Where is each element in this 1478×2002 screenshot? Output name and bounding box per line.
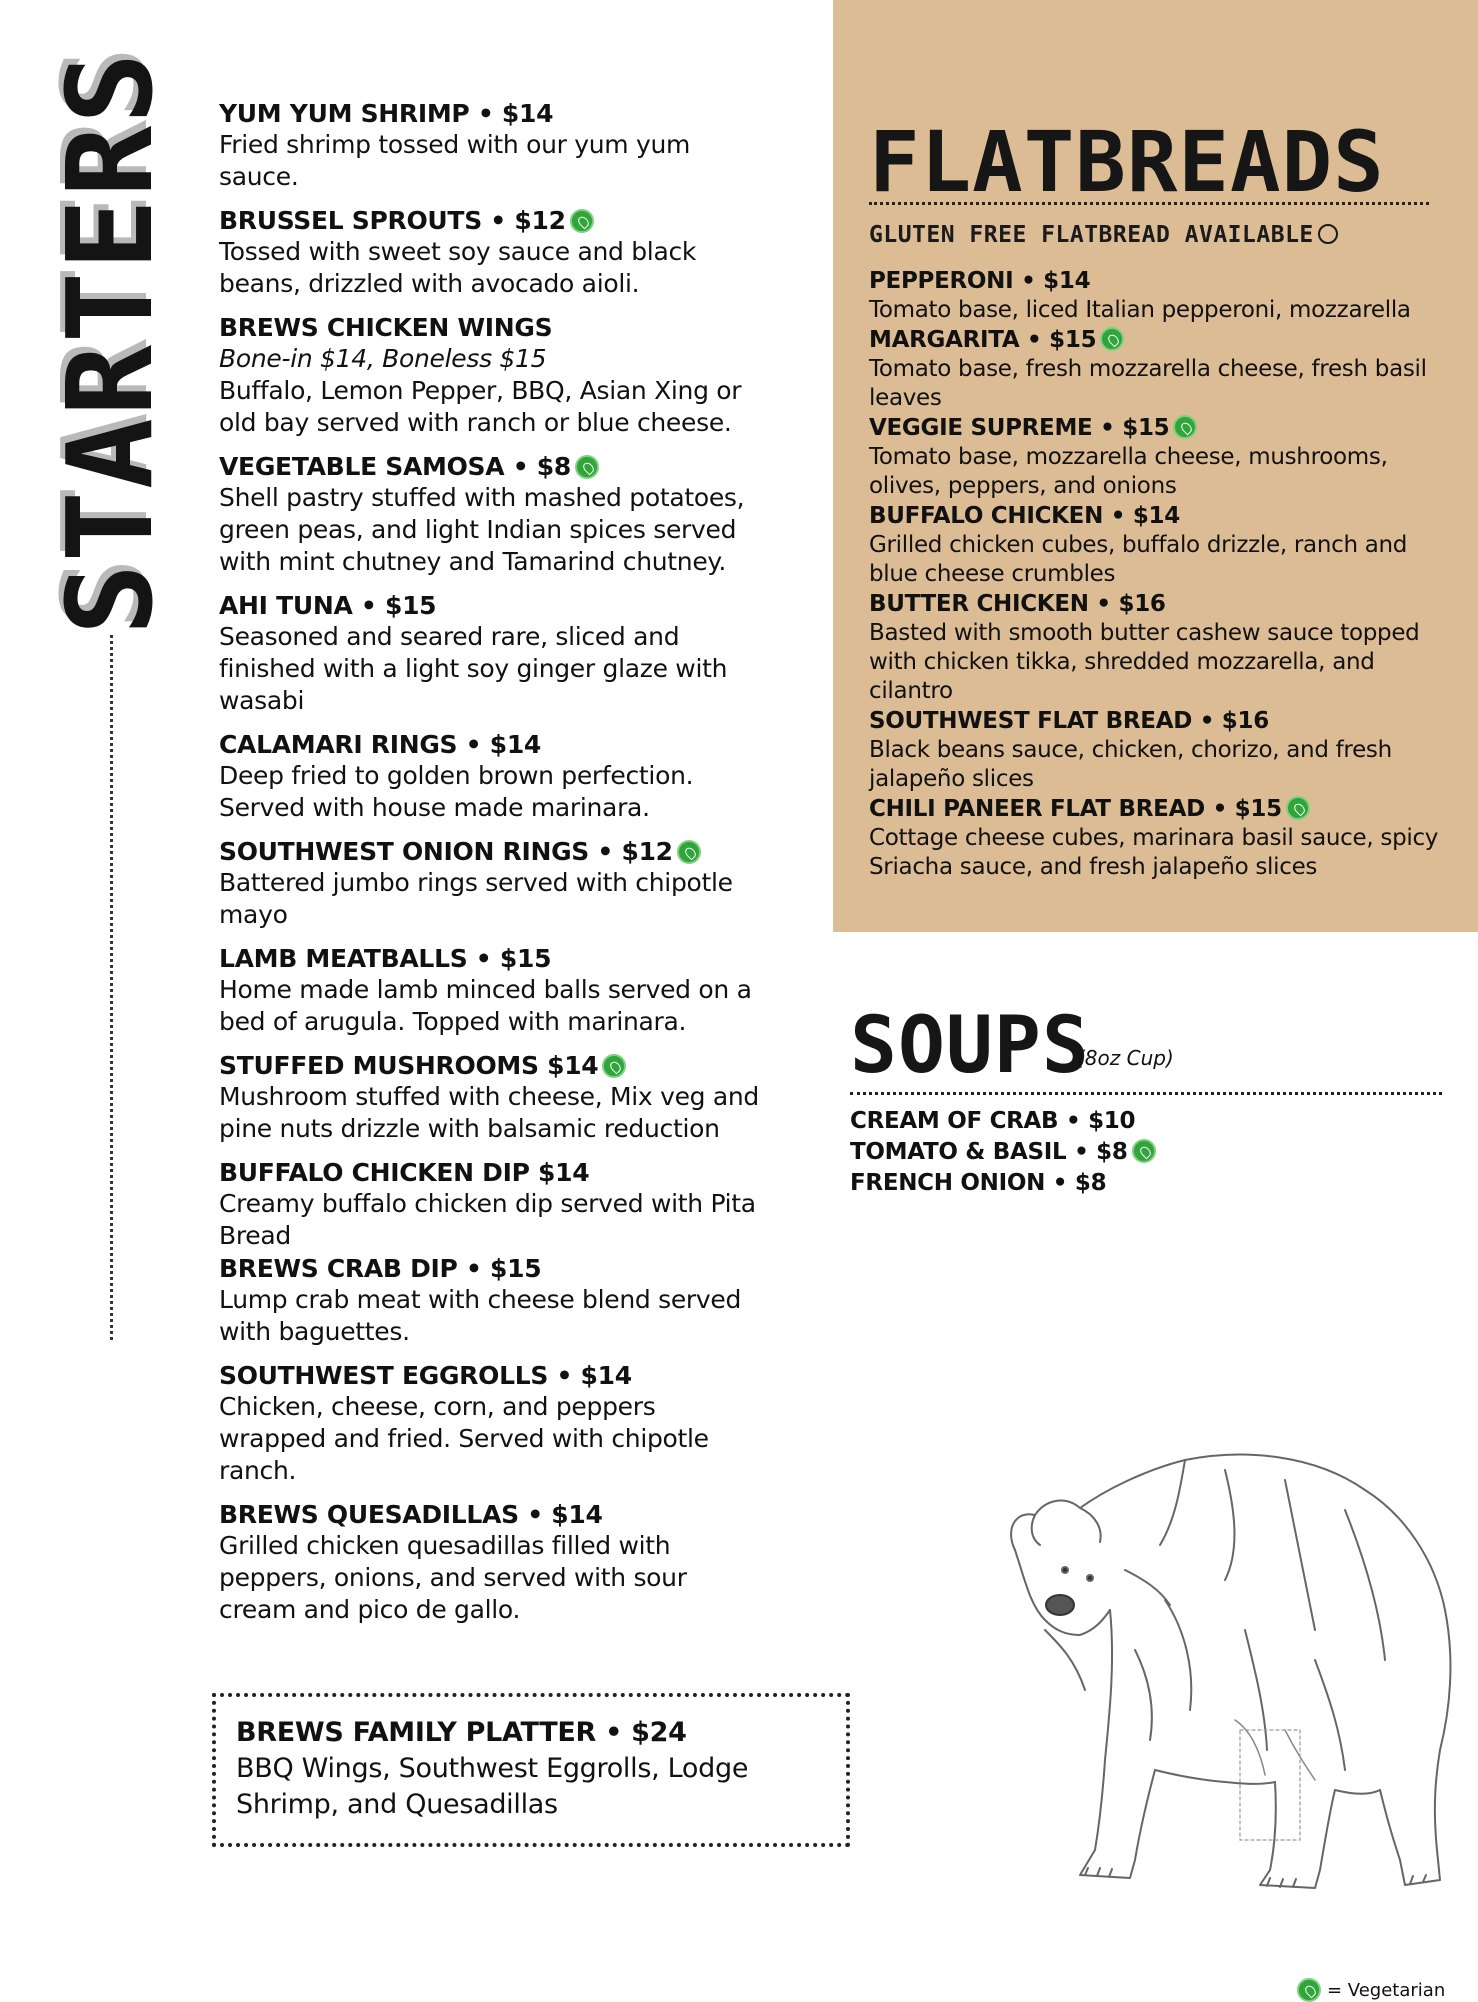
menu-item [219, 451, 759, 578]
vegetarian-leaf-icon [1173, 415, 1197, 439]
item-name: SOUTHWEST FLAT BREAD • $16 [869, 708, 1269, 734]
menu-item [869, 706, 1459, 794]
family-platter-box [212, 1693, 850, 1847]
flatbreads-heading: FLATBREADS [869, 113, 1385, 211]
platter-description: BBQ Wings, Southwest Eggrolls, Lodge Shrimp, and Quesadillas [236, 1753, 749, 1820]
menu-item [219, 205, 759, 300]
soups-list [850, 1106, 1156, 1199]
item-name: SOUTHWEST EGGROLLS • $14 [219, 1361, 632, 1390]
item-name-text: SOUTHWEST ONION RINGS • $12 [219, 837, 673, 866]
item-name-text: TOMATO & BASIL • $8 [850, 1139, 1128, 1165]
item-description: Black beans sauce, chicken, chorizo, and fresh jalapeño slices [869, 737, 1392, 792]
item-description: Cottage cheese cubes, marinara basil sauce, spicy Sriacha sauce, and fresh jalapeño slices [869, 825, 1439, 880]
item-name [219, 451, 759, 482]
starters-heading-text: STARTERS [41, 50, 179, 636]
item-name: CALAMARI RINGS • $14 [219, 730, 542, 759]
vegetarian-legend [1297, 1978, 1445, 2002]
flatbreads-list [869, 266, 1459, 882]
item-name: BUTTER CHICKEN • $16 [869, 591, 1166, 617]
vegetarian-leaf-icon [602, 1054, 626, 1078]
item-name-text: CHILI PANEER FLAT BREAD • $15 [869, 796, 1282, 822]
menu-item [219, 312, 759, 439]
item-name [219, 836, 759, 867]
soup-item: FRENCH ONION • $8 [850, 1170, 1107, 1196]
soups-divider [850, 1092, 1442, 1095]
gluten-free-icon [1318, 224, 1338, 244]
vegetarian-leaf-icon [1132, 1139, 1156, 1163]
vegetarian-leaf-icon [1286, 796, 1310, 820]
menu-item [219, 1253, 759, 1348]
menu-item [219, 1499, 759, 1626]
item-description: Fried shrimp tossed with our yum yum sauce. [219, 130, 691, 191]
item-description: Basted with smooth butter cashew sauce topped with chicken tikka, shredded mozzarella, and cilantro [869, 620, 1420, 704]
item-name: YUM YUM SHRIMP • $14 [219, 99, 554, 128]
menu-item [219, 1050, 759, 1145]
item-description: Tomato base, fresh mozzarella cheese, fresh basil leaves [869, 356, 1427, 411]
menu-item [869, 413, 1459, 501]
gluten-free-note [869, 222, 1338, 248]
item-description: Grilled chicken quesadillas filled with peppers, onions, and served with sour cream and pico de gallo. [219, 1531, 687, 1624]
item-description: Chicken, cheese, corn, and peppers wrapped and fried. Served with chipotle ranch. [219, 1392, 709, 1485]
item-description: Lump crab meat with cheese blend served with baguettes. [219, 1285, 742, 1346]
item-name [219, 1050, 759, 1081]
vegetarian-leaf-icon [1297, 1978, 1321, 2002]
item-name: BREWS CRAB DIP • $15 [219, 1254, 542, 1283]
item-name: BREWS QUESADILLAS • $14 [219, 1500, 603, 1529]
soup-item [850, 1137, 1156, 1168]
vegetarian-leaf-icon [1100, 327, 1124, 351]
item-description: Tomato base, mozzarella cheese, mushrooms, olives, peppers, and onions [869, 444, 1388, 499]
vegetarian-leaf-icon [575, 455, 599, 479]
item-description: Creamy buffalo chicken dip served with Pita Bread [219, 1189, 756, 1250]
menu-item [869, 501, 1459, 589]
flatbreads-panel [833, 0, 1478, 932]
menu-item [219, 729, 759, 824]
item-description: Deep fried to golden brown perfection. Served with house made marinara. [219, 761, 694, 822]
menu-item [219, 1157, 759, 1252]
menu-item [219, 836, 759, 931]
item-description: Grilled chicken cubes, buffalo drizzle, ranch and blue cheese crumbles [869, 532, 1408, 587]
item-name-text: VEGGIE SUPREME • $15 [869, 415, 1170, 441]
item-name [869, 413, 1459, 443]
item-description: Shell pastry stuffed with mashed potatoes, green peas, and light Indian spices served with mint chutney and Tamarind chutney. [219, 483, 745, 576]
item-name: LAMB MEATBALLS • $15 [219, 944, 552, 973]
menu-item [869, 266, 1459, 325]
item-name-text: MARGARITA • $15 [869, 327, 1097, 353]
flatbreads-divider [869, 202, 1429, 205]
soups-heading: SOUPS [850, 1001, 1090, 1091]
item-name: BUFFALO CHICKEN DIP $14 [219, 1158, 590, 1187]
menu-item [869, 589, 1459, 706]
menu-item [219, 590, 759, 717]
item-description: Buffalo, Lemon Pepper, BBQ, Asian Xing or old bay served with ranch or blue cheese. [219, 376, 742, 437]
menu-item [869, 794, 1459, 882]
gluten-free-note-text: GLUTEN FREE FLATBREAD AVAILABLE [869, 222, 1314, 248]
menu-item [219, 1360, 759, 1487]
item-description: Home made lamb minced balls served on a bed of arugula. Topped with marinara. [219, 975, 752, 1036]
item-name-text: STUFFED MUSHROOMS $14 [219, 1051, 599, 1080]
item-name: BREWS CHICKEN WINGS [219, 313, 553, 342]
menu-item [869, 325, 1459, 413]
menu-item [219, 98, 759, 193]
item-description: Battered jumbo rings served with chipotle mayo [219, 868, 733, 929]
item-description: Mushroom stuffed with cheese, Mix veg and pine nuts drizzle with balsamic reduction [219, 1082, 759, 1143]
platter-name: BREWS FAMILY PLATTER • $24 [236, 1717, 687, 1748]
soup-item: CREAM OF CRAB • $10 [850, 1108, 1136, 1134]
item-name: BUFFALO CHICKEN • $14 [869, 503, 1180, 529]
starters-divider [110, 635, 113, 1340]
item-name-text: BRUSSEL SPROUTS • $12 [219, 206, 566, 235]
item-description: Seasoned and seared rare, sliced and finished with a light soy ginger glaze with wasabi [219, 622, 728, 715]
item-name [219, 205, 759, 236]
bear-illustration [985, 1430, 1465, 1900]
item-description: Tossed with sweet soy sauce and black beans, drizzled with avocado aioli. [219, 237, 697, 298]
menu-item [219, 943, 759, 1038]
vegetarian-leaf-icon [570, 209, 594, 233]
item-name [869, 794, 1459, 824]
legend-label: = Vegetarian [1327, 1979, 1446, 2001]
item-price-options: Bone-in $14, Boneless $15 [219, 344, 547, 373]
starters-heading [41, 50, 179, 636]
item-name-text: VEGETABLE SAMOSA • $8 [219, 452, 571, 481]
item-name [869, 325, 1459, 355]
item-name: PEPPERONI • $14 [869, 268, 1091, 294]
item-name: AHI TUNA • $15 [219, 591, 437, 620]
item-description: Tomato base, liced Italian pepperoni, mozzarella [869, 297, 1411, 323]
soups-size-note: (8oz Cup) [1077, 1046, 1174, 1070]
vegetarian-leaf-icon [677, 840, 701, 864]
starters-list [219, 98, 759, 1638]
